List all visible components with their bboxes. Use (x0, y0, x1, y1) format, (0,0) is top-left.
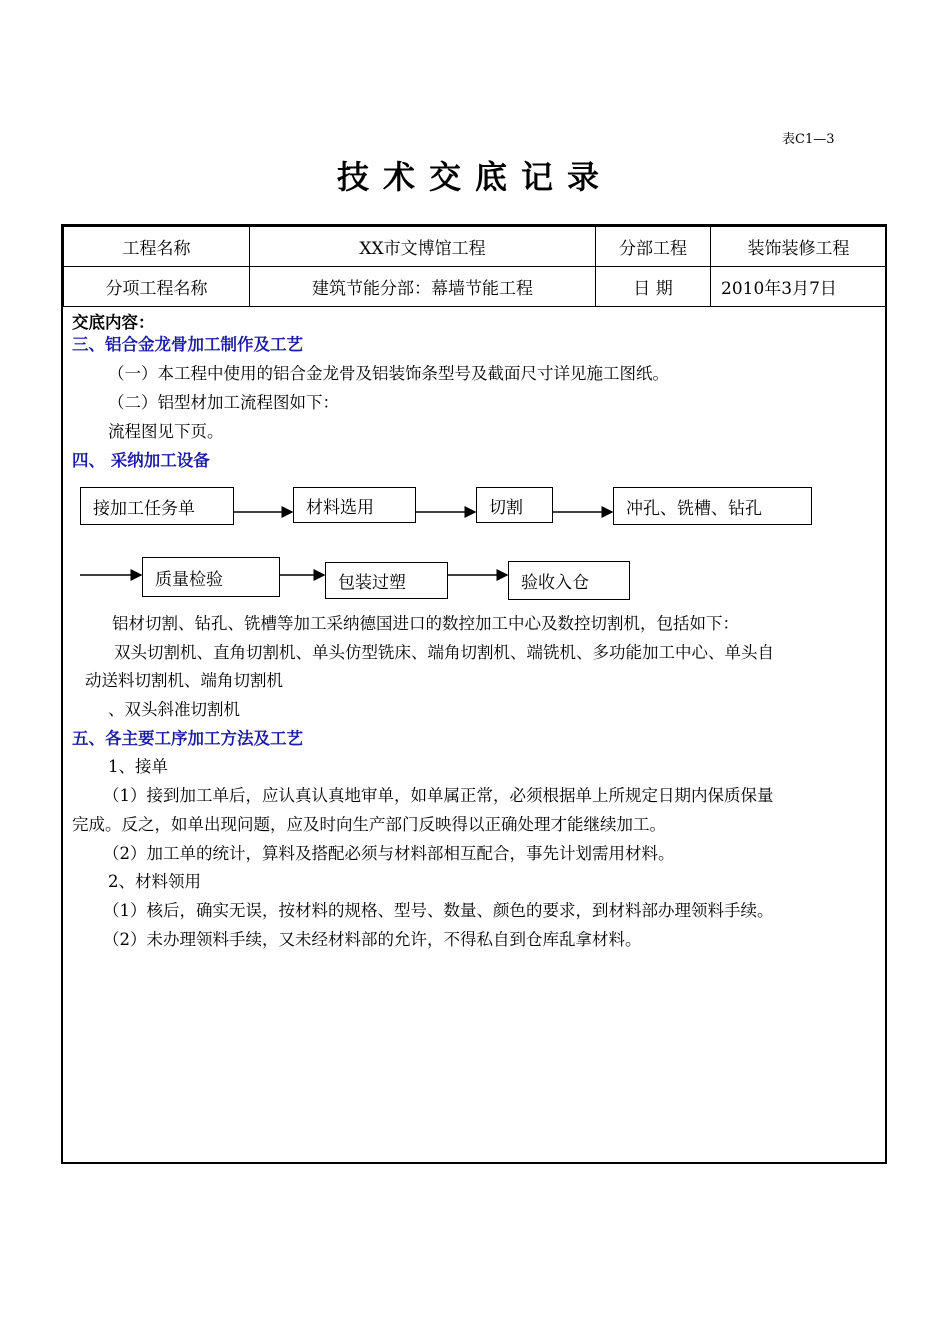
section-4-heading: 四、 采纳加工设备 (72, 451, 210, 470)
section-4-para-2a: 双头切割机、直角切割机、单头仿型铣床、端角切割机、端铣机、多功能加工中心、单头自 (114, 643, 774, 662)
section-4-para-1: 铝材切割、钻孔、铣槽等加工采纳德国进口的数控加工中心及数控切割机，包括如下： (112, 614, 739, 633)
section-4-para-2b: 动送料切割机、端角切割机 (85, 671, 283, 690)
section-5-sub-2: 2、材料领用 (108, 872, 201, 891)
section-3-heading: 三、铝合金龙骨加工制作及工艺 (72, 335, 303, 354)
date-value: 2010年3月7日 (711, 267, 887, 307)
division-value: 装饰装修工程 (711, 227, 887, 267)
flow-step-packaging: 包装过塑 (325, 562, 448, 599)
flow-step-material-selection: 材料选用 (293, 487, 416, 523)
division-label: 分部工程 (596, 227, 711, 267)
section-5-sub-1-para-2: （2）加工单的统计，算料及搭配必须与材料部相互配合，事先计划需用材料。 (103, 844, 675, 863)
section-3-para-3: 流程图见下页。 (108, 422, 224, 441)
project-name-label: 工程名称 (64, 227, 250, 267)
section-5-sub-2-para-1: （1）核后，确实无误，按材料的规格、型号、数量、颜色的要求，到材料部办理领料手续。 (103, 901, 774, 920)
section-4-para-3: 、双头斜准切割机 (108, 700, 240, 719)
section-5-sub-1-para-1a: （1）接到加工单后，应认真认真地审单，如单属正常，必须根据单上所规定日期内保质保量 (103, 786, 774, 805)
flow-step-receive-order: 接加工任务单 (80, 487, 234, 525)
section-5-heading: 五、各主要工序加工方法及工艺 (72, 729, 303, 748)
section-3-para-1: （一）本工程中使用的铝合金龙骨及铝装饰条型号及截面尺寸详见施工图纸。 (108, 364, 669, 383)
project-name-value: XX市文博馆工程 (250, 227, 596, 267)
intro-label: 交底内容： (72, 313, 155, 332)
flow-step-quality-inspection: 质量检验 (142, 557, 280, 597)
section-5-sub-2-para-2: （2）未办理领料手续，又未经材料部的允许，不得私自到仓库乱拿材料。 (103, 930, 642, 949)
flow-step-cutting: 切割 (476, 487, 553, 523)
document-title: 技术交底记录 (336, 158, 613, 196)
subitem-value: 建筑节能分部：幕墙节能工程 (250, 267, 596, 307)
flow-step-punch-mill-drill: 冲孔、铣槽、钻孔 (613, 487, 812, 525)
section-5-sub-1: 1、接单 (108, 757, 168, 776)
date-label: 日 期 (596, 267, 711, 307)
flow-step-acceptance-storage: 验收入仓 (508, 561, 630, 600)
subitem-label: 分项工程名称 (64, 267, 250, 307)
form-code: 表C1—3 (782, 132, 835, 147)
section-3-para-2: （二）铝型材加工流程图如下： (108, 393, 339, 412)
section-5-sub-1-para-1b: 完成。反之，如单出现问题，应及时向生产部门反映得以正确处理才能继续加工。 (72, 815, 666, 834)
